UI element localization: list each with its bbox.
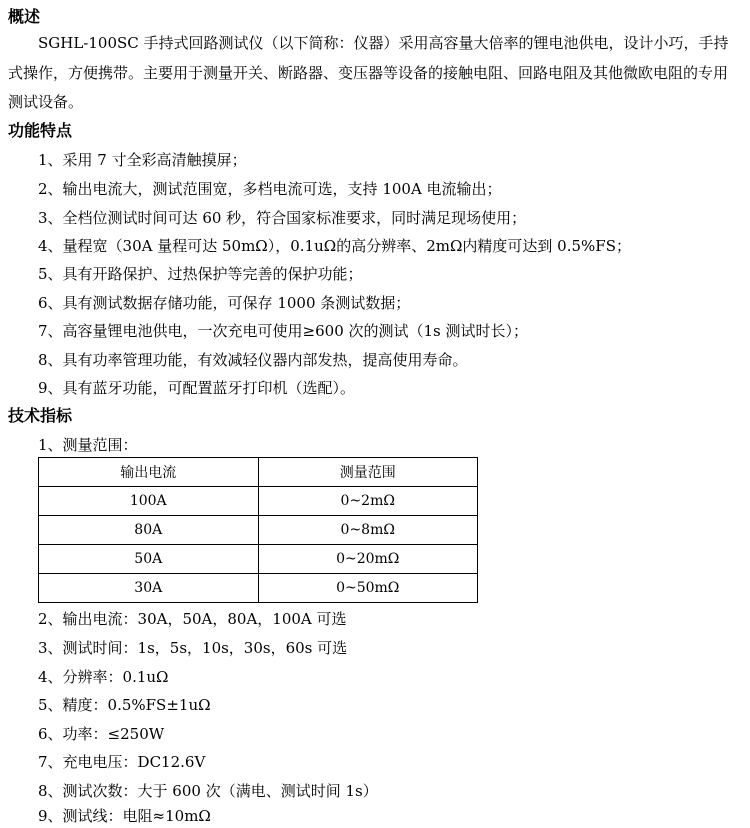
overview-paragraph: SGHL-100SC 手持式回路测试仪（以下简称：仪器）采用高容量大倍率的锂电池供电，设计小巧，手持式操作，方便携带。主要用于测量开关、断路器、变压器等设备的接触电阻、回路电阻及其他微欧电阻的专用测试设备。 [8, 34, 729, 111]
specs-heading: 技术指标 [8, 406, 73, 425]
spec-item: 1、测量范围： [38, 436, 138, 454]
feature-item: 2、输出电流大，测试范围宽，多档电流可选，支持 100A 电流输出； [38, 180, 502, 198]
spec-item: 5、精度：0.5%FS±1uΩ [38, 696, 211, 714]
table-row [39, 574, 478, 603]
measurement-range-table [38, 457, 478, 603]
feature-item: 5、具有开路保护、过热保护等完善的保护功能； [38, 265, 363, 283]
spec-item: 4、分辨率：0.1uΩ [38, 668, 169, 686]
feature-item: 9、具有蓝牙功能，可配置蓝牙打印机（选配）。 [38, 379, 356, 397]
table-cell: 100A [39, 487, 259, 516]
spec-item: 6、功率：≤250W [38, 725, 165, 743]
feature-item: 7、高容量锂电池供电，一次充电可使用≥600 次的测试（1s 测试时长）； [38, 322, 529, 340]
overview-heading: 概述 [8, 7, 41, 26]
table-cell: 0~8mΩ [258, 516, 478, 545]
table-header-row [39, 458, 478, 487]
features-heading: 功能特点 [8, 121, 73, 140]
feature-item: 3、全档位测试时间可达 60 秒，符合国家标准要求，同时满足现场使用； [38, 209, 527, 227]
table-row [39, 516, 478, 545]
table-row [39, 487, 478, 516]
feature-item: 4、量程宽（30A 量程可达 50mΩ），0.1uΩ的高分辨率、2mΩ内精度可达到 0.5%FS； [38, 237, 631, 255]
table-cell: 0~50mΩ [258, 574, 478, 603]
table-cell: 0~20mΩ [258, 545, 478, 574]
feature-item: 6、具有测试数据存储功能，可保存 1000 条测试数据； [38, 294, 411, 312]
table-cell: 80A [39, 516, 259, 545]
spec-item: 3、测试时间：1s，5s，10s，30s，60s 可选 [38, 639, 348, 657]
table-header-cell: 测量范围 [258, 458, 478, 487]
spec-item: 9、测试线：电阻≈10mΩ [38, 807, 211, 825]
table-cell: 0~2mΩ [258, 487, 478, 516]
feature-item: 1、采用 7 寸全彩高清触摸屏； [38, 151, 247, 169]
table-row [39, 545, 478, 574]
spec-item: 2、输出电流：30A，50A，80A，100A 可选 [38, 610, 347, 628]
table-cell: 50A [39, 545, 259, 574]
spec-item: 7、充电电压：DC12.6V [38, 753, 206, 771]
spec-item: 8、测试次数：大于 600 次（满电、测试时间 1s） [38, 782, 378, 800]
table-header-cell: 输出电流 [39, 458, 259, 487]
table-cell: 30A [39, 574, 259, 603]
feature-item: 8、具有功率管理功能，有效减轻仪器内部发热，提高使用寿命。 [38, 351, 468, 369]
